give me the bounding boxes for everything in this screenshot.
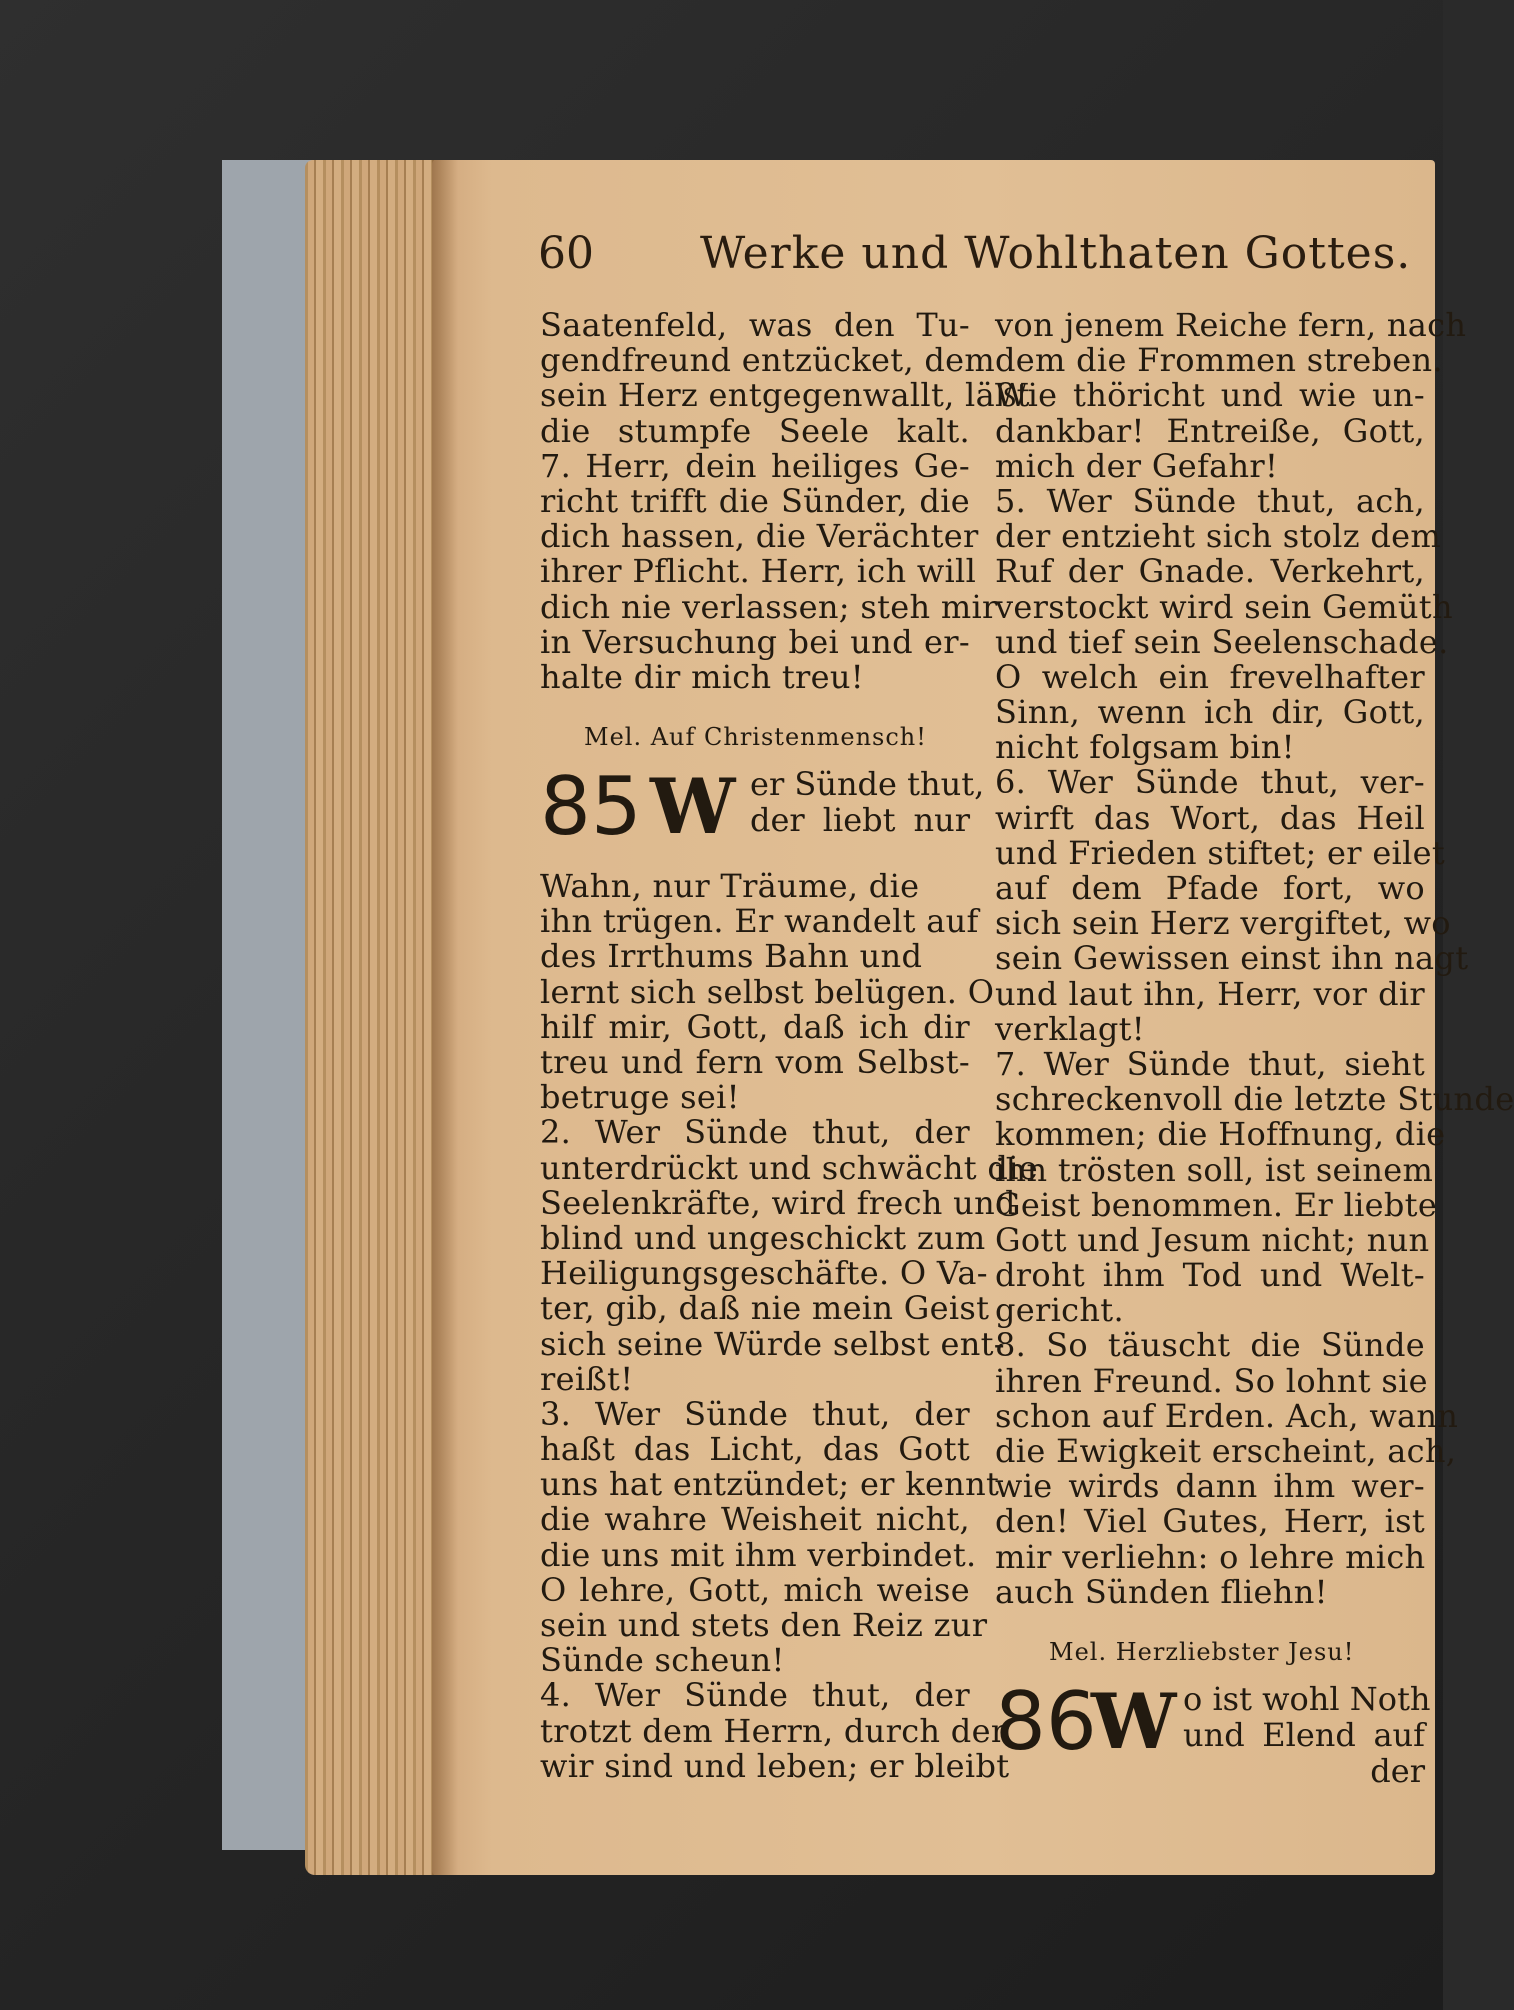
text-line: sein Gewissen einst ihn nagt	[995, 939, 1469, 978]
text-line: haßt das Licht, das Gott	[540, 1430, 970, 1469]
text-line: droht ihm Tod und Welt-	[995, 1256, 1425, 1295]
hymn-number: 85	[540, 760, 642, 854]
text-line: Heiligungsgeschäfte. O Va-	[540, 1254, 988, 1293]
text-line: und Frieden stiftet; er eilet	[995, 833, 1446, 872]
right-column	[995, 306, 1514, 1790]
text-line: reißt!	[540, 1359, 634, 1398]
text-line: 6. Wer Sünde thut, ver-	[995, 763, 1425, 802]
left-text-bottom	[540, 867, 1038, 1785]
text-line: die Ewigkeit erscheint, ach,	[995, 1432, 1457, 1470]
text-line: dankbar! Entreiße, Gott,	[995, 411, 1425, 450]
text-line: wirft das Wort, das Heil	[995, 798, 1425, 837]
text-line: richt trifft die Sünder, die	[540, 481, 970, 520]
text-line: ihn trügen. Er wandelt auf	[540, 902, 979, 941]
text-line: Geist benommen. Er liebte	[995, 1185, 1438, 1224]
text-line: von jenem Reiche fern, nach	[995, 306, 1467, 344]
hymn-second-line: der liebt nur	[750, 801, 970, 840]
text-line: 3. Wer Sünde thut, der	[540, 1394, 970, 1433]
text-line: verklagt!	[995, 1009, 1145, 1048]
text-line: blind und ungeschickt zum	[540, 1218, 986, 1257]
text-line: trotzt dem Herrn, durch den	[540, 1711, 1012, 1750]
text-line: 5. Wer Sünde thut, ach,	[995, 481, 1425, 520]
text-line: sich seine Würde selbst ent-	[540, 1324, 1005, 1363]
text-line: betruge sei!	[540, 1078, 740, 1117]
text-line: Seelenkräfte, wird frech und	[540, 1183, 1016, 1222]
hymn-number: 86	[995, 1674, 1097, 1768]
melody-line-86: Mel. Herzliebster Jesu!	[1049, 1637, 1355, 1666]
spine-shadow	[432, 160, 458, 1875]
drop-cap: W	[1091, 1676, 1177, 1766]
text-line: dich hassen, die Verächter	[540, 517, 979, 556]
text-line: sein Herz entgegenwallt, läßt	[540, 376, 1030, 415]
text-line: O lehre, Gott, mich weise	[540, 1570, 970, 1609]
text-line: schon auf Erden. Ach, wann	[995, 1396, 1459, 1435]
text-line: auch Sünden fliehn!	[995, 1572, 1328, 1611]
text-line: nicht folgsam bin!	[995, 728, 1295, 767]
text-line: kommen; die Hoffnung, die	[995, 1115, 1446, 1154]
text-line: unterdrückt und schwächt die	[540, 1148, 1038, 1187]
text-line: sein und stets den Reiz zur	[540, 1606, 988, 1644]
text-line: den! Viel Gutes, Herr, ist	[995, 1502, 1425, 1541]
text-line: 7. Herr, dein heiliges Ge-	[540, 446, 970, 485]
text-line: Saatenfeld, was den Tu-	[540, 306, 970, 344]
text-line: 4. Wer Sünde thut, der	[540, 1676, 970, 1715]
text-line: ihrer Pflicht. Herr, ich will	[540, 552, 977, 591]
text-line: mich der Gefahr!	[995, 446, 1279, 485]
text-line: 8. So täuscht die Sünde	[995, 1326, 1425, 1365]
text-line: verstockt wird sein Gemüth	[995, 587, 1453, 626]
text-line: treu und fern vom Selbst-	[540, 1043, 970, 1081]
hymn-third-line: der	[1370, 1751, 1425, 1790]
text-line: schreckenvoll die letzte Stunde	[995, 1080, 1514, 1119]
right-text	[995, 306, 1514, 1611]
text-line: die wahre Weisheit nicht,	[540, 1500, 970, 1539]
text-line: dem die Frommen streben.	[995, 341, 1443, 380]
text-line: 7. Wer Sünde thut, sieht	[995, 1044, 1425, 1083]
text-line: wie wirds dann ihm wer-	[995, 1467, 1425, 1506]
hymn-second-line: und Elend auf	[1183, 1715, 1425, 1754]
text-line: 2. Wer Sünde thut, der	[540, 1113, 970, 1152]
melody-line-85: Mel. Auf Christenmensch!	[584, 723, 927, 752]
hymn-first-line: o ist wohl Noth	[1183, 1679, 1431, 1718]
text-line: und tief sein Seelenschade.	[995, 622, 1449, 661]
drop-cap: W	[650, 762, 736, 852]
running-head: Werke und Wohlthaten Gottes.	[700, 228, 1412, 279]
text-line: und laut ihn, Herr, vor dir	[995, 974, 1425, 1013]
hymn-85-opening	[540, 760, 985, 869]
text-line: Sünde scheun!	[540, 1641, 785, 1680]
text-line: dich nie verlassen; steh mir	[540, 587, 998, 626]
page-edges	[305, 160, 445, 1875]
text-line: ihn trösten soll, ist seinem	[995, 1150, 1434, 1189]
text-line: wir sind und leben; er bleibt	[540, 1746, 1010, 1785]
text-line: halte dir mich treu!	[540, 657, 864, 696]
text-line: uns hat entzündet; er kennt	[540, 1465, 1000, 1504]
text-line: O welch ein frevelhafter	[995, 657, 1425, 696]
page-number: 60	[538, 228, 594, 279]
text-line: mir verliehn: o lehre mich	[995, 1537, 1426, 1576]
text-line: gericht.	[995, 1291, 1124, 1330]
text-line: Wahn, nur Träume, die	[540, 867, 920, 906]
text-line: in Versuchung bei und er-	[540, 622, 970, 661]
text-line: Sinn, wenn ich dir, Gott,	[995, 693, 1425, 732]
text-line: der entzieht sich stolz dem	[995, 517, 1442, 556]
text-line: hilf mir, Gott, daß ich dir	[540, 1007, 970, 1046]
hymn-86-opening	[995, 1674, 1431, 1790]
text-line: auf dem Pfade fort, wo	[995, 869, 1425, 907]
text-line: Gott und Jesum nicht; nun	[995, 1220, 1430, 1259]
text-line: Ruf der Gnade. Verkehrt,	[995, 552, 1425, 591]
left-column	[540, 306, 1038, 1785]
text-line: ihren Freund. So lohnt sie	[995, 1361, 1428, 1400]
text-line: die uns mit ihm verbindet.	[540, 1535, 977, 1574]
page-header	[0, 228, 1443, 288]
text-line: lernt sich selbst belügen. O	[540, 972, 995, 1011]
text-line: sich sein Herz vergiftet, wo	[995, 904, 1451, 943]
left-text-top	[540, 306, 1030, 696]
text-line: ter, gib, daß nie mein Geist	[540, 1289, 990, 1328]
text-line: die stumpfe Seele kalt.	[540, 411, 970, 450]
hymn-first-line: er Sünde thut,	[750, 765, 985, 804]
text-line: gendfreund entzücket, dem	[540, 341, 996, 380]
text-line: Wie thöricht und wie un-	[995, 376, 1425, 415]
text-line: des Irrthums Bahn und	[540, 937, 923, 976]
